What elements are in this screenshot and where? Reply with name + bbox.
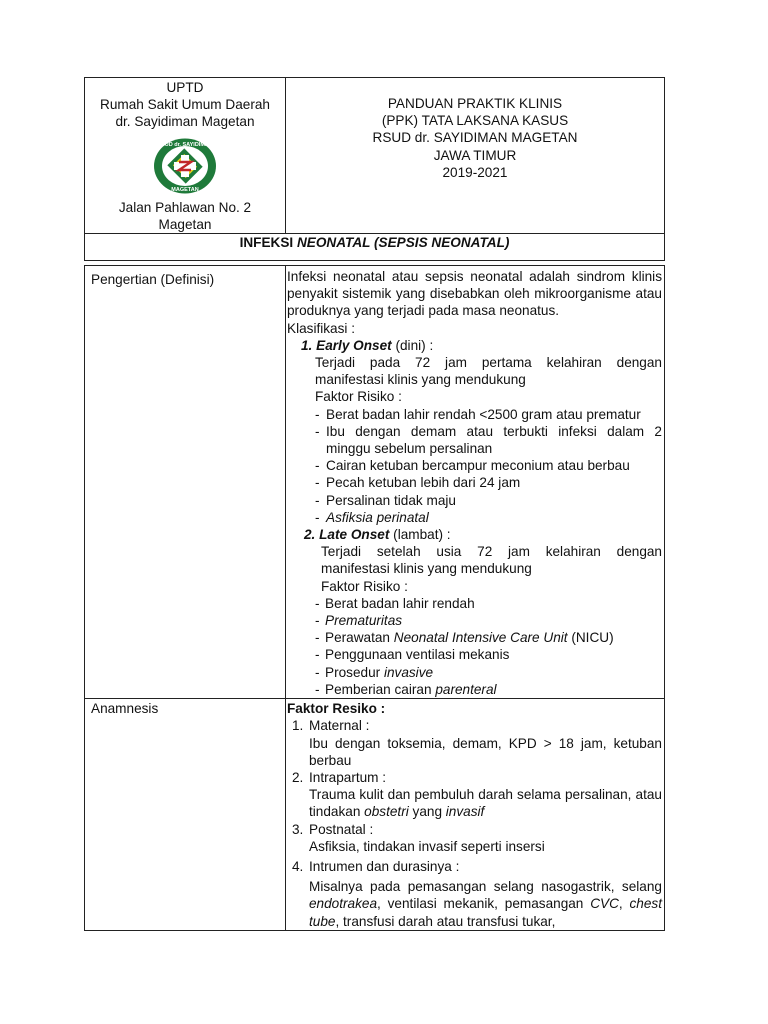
anamnesis-heading: Faktor Resiko : — [287, 701, 386, 717]
anamnesis-item-text: Trauma kulit dan pembuluh darah selama persalinan, atau tindakan obstetri yang invasif — [309, 787, 662, 820]
early-onset-heading — [287, 337, 662, 354]
early-risk-item: - Persalinan tidak maju — [315, 492, 456, 508]
early-name: Early Onset — [316, 337, 392, 353]
late-num: 2. — [304, 527, 316, 543]
definisi-paragraph: Infeksi neonatal atau sepsis neonatal adalah sindrom klinis penyakit sistemik yang disebabkan oleh mikroorganisme atau produknya yang terjadi pada masa neonatus. — [287, 269, 662, 319]
ppk-table — [84, 77, 665, 931]
late-risk-item: - Perawatan Neonatal Intensive Care Unit (NICU) — [315, 630, 614, 646]
late-risk-label: Faktor Risiko : — [321, 578, 408, 594]
late-risk-item: - Pemberian cairan parenteral — [315, 681, 497, 697]
early-risk-item: - Ibu dengan demam atau terbukti infeksi dalam 2 minggu sebelum persalinan — [315, 423, 662, 457]
document-page — [84, 77, 665, 959]
hospital-line-2: Rumah Sakit Umum Daerah — [100, 97, 270, 113]
early-num: 1. — [301, 337, 313, 353]
anamnesis-row — [85, 699, 665, 931]
late-desc: Terjadi setelah usia 72 jam kelahiran dengan manifestasi klinis yang mendukung — [321, 544, 662, 577]
anamnesis-item: 1. Maternal : — [292, 718, 370, 734]
doc-title-line-4: JAWA TIMUR — [433, 147, 517, 163]
anamnesis-item-text: Misalnya pada pemasangan selang nasogastrik, selang endotrakea, ventilasi mekanik, pemasangan CVC, chest tube, transfusi darah atau transfusi tukar, — [309, 879, 662, 929]
anamnesis-item: 3. Postnatal : — [292, 821, 374, 837]
logo-text-top: RSUD dr. SAYIDIMAN — [157, 141, 213, 148]
hospital-line-3: dr. Sayidiman Magetan — [115, 114, 255, 130]
anamnesis-item-text: Ibu dengan toksemia, demam, KPD > 18 jam, ketuban berbau — [309, 735, 662, 768]
klasifikasi-label: Klasifikasi : — [287, 320, 355, 336]
early-risk-item: - Cairan ketuban bercampur meconium atau berbau — [315, 458, 630, 474]
definisi-content — [286, 266, 665, 699]
section-title-italic: NEONATAL (SEPSIS NEONATAL) — [296, 235, 510, 251]
doc-title-line-1: PANDUAN PRAKTIK KLINIS — [387, 96, 563, 111]
early-risk-item: - Berat badan lahir rendah <2500 gram atau prematur — [315, 406, 641, 422]
header-row — [85, 78, 665, 234]
definisi-row — [85, 266, 665, 699]
doc-title-line-5: 2019-2021 — [442, 164, 508, 180]
anamnesis-item: 4. Intrumen dan durasinya : — [292, 858, 460, 874]
doc-title-line-2: (PPK) TATA LAKSANA KASUS — [381, 113, 569, 129]
early-risk-label: Faktor Risiko : — [315, 389, 402, 405]
late-risk-item: - Berat badan lahir rendah — [315, 595, 475, 611]
section-title-plain: INFEKSI — [239, 235, 297, 251]
section-title-row — [85, 234, 665, 261]
document-title-cell — [286, 78, 665, 234]
late-suffix: (lambat) : — [389, 527, 451, 543]
early-risk-item: - Pecah ketuban lebih dari 24 jam — [315, 475, 521, 491]
logo-text-bottom: MAGETAN — [171, 186, 199, 193]
section-title — [85, 234, 665, 261]
hospital-identity-cell — [85, 78, 286, 234]
hospital-line-1: UPTD — [166, 80, 204, 95]
late-risk-item: - Penggunaan ventilasi mekanis — [315, 647, 510, 663]
early-suffix: (dini) : — [391, 337, 434, 353]
late-onset-heading — [287, 526, 662, 543]
early-risk-item: - Asfiksia perinatal — [315, 509, 429, 525]
late-risk-item: - Prosedur invasive — [315, 664, 434, 680]
anamnesis-item-text: Asfiksia, tindakan invasif seperti insersi — [309, 838, 545, 854]
doc-title-line-3: RSUD dr. SAYIDIMAN MAGETAN — [372, 130, 578, 146]
definisi-label: Pengertian (Definisi) — [85, 266, 286, 699]
address-line-1: Jalan Pahlawan No. 2 — [118, 199, 252, 215]
late-name: Late Onset — [319, 527, 390, 543]
anamnesis-item: 2. Intrapartum : — [292, 769, 387, 785]
early-desc: Terjadi pada 72 jam pertama kelahiran dengan manifestasi klinis yang mendukung — [315, 355, 662, 388]
address-line-2: Magetan — [158, 216, 212, 232]
anamnesis-content — [286, 699, 665, 931]
anamnesis-label: Anamnesis — [85, 699, 286, 931]
hospital-logo-icon — [152, 137, 218, 195]
late-risk-item: - Prematuritas — [315, 613, 403, 629]
